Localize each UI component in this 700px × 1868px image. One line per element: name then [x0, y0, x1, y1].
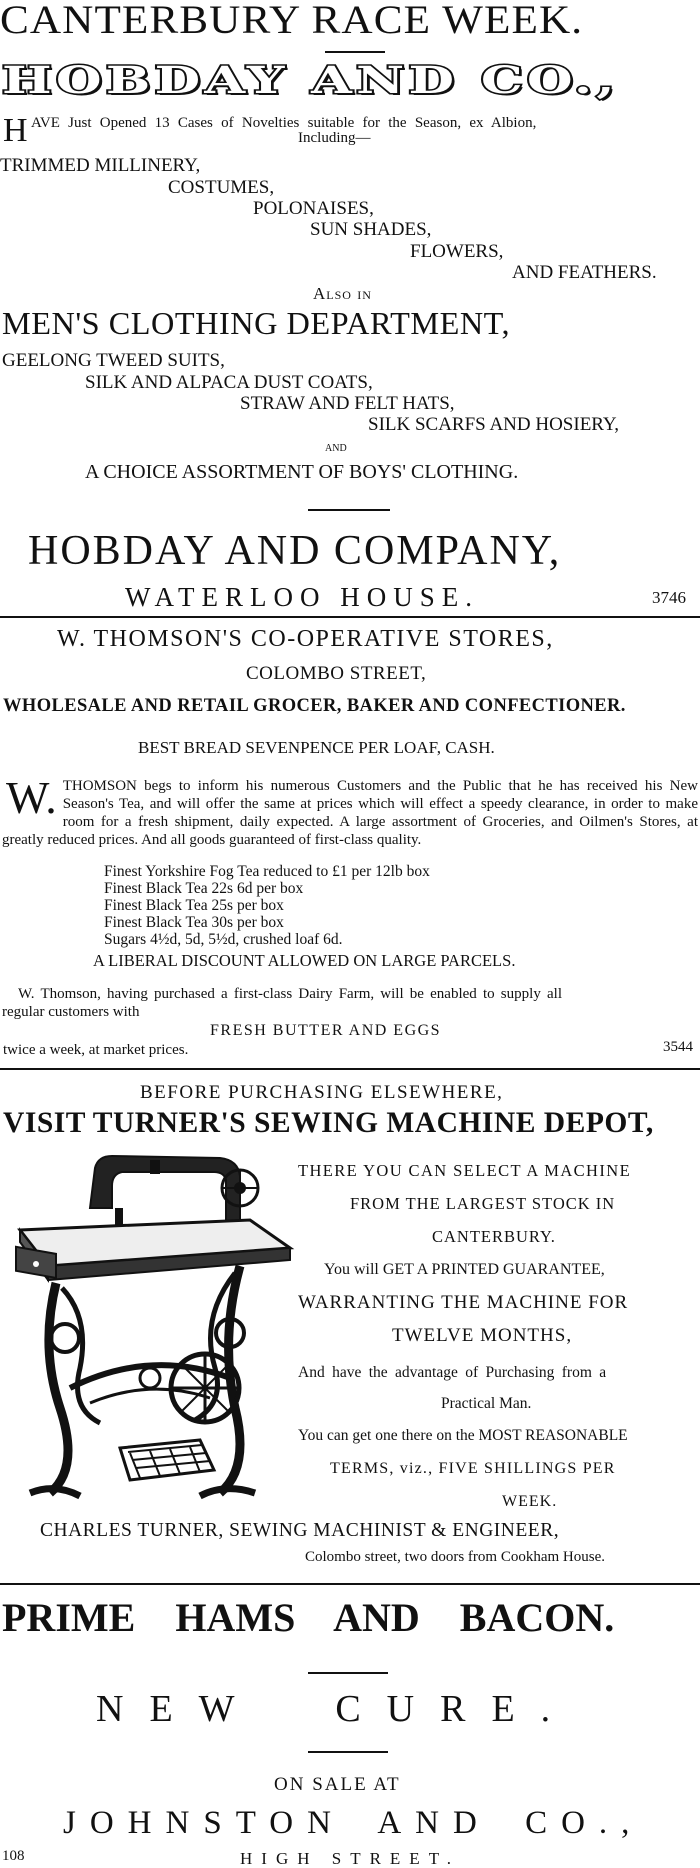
turner-line: FROM THE LARGEST STOCK IN	[350, 1194, 616, 1213]
and-label: and	[325, 440, 347, 455]
turner-line: CANTERBURY.	[432, 1227, 556, 1246]
turner-line: TERMS, viz., FIVE SHILLINGS PER	[330, 1460, 616, 1477]
thomson-drop-cap: W.	[6, 772, 57, 823]
price-item: Finest Black Tea 30s per box	[104, 914, 284, 931]
turner-line: WARRANTING THE MACHINE FOR	[298, 1292, 629, 1313]
mens-clothing-heading: MEN'S CLOTHING DEPARTMENT,	[2, 305, 511, 341]
divider	[325, 51, 385, 53]
waterloo-house: WATERLOO HOUSE.	[125, 582, 479, 612]
turner-address: Colombo street, two doors from Cookham House.	[305, 1549, 605, 1565]
dept-item: SILK SCARFS AND HOSIERY,	[368, 414, 619, 435]
fresh-butter-eggs: FRESH BUTTER AND EGGS	[210, 1022, 442, 1039]
section-divider	[0, 1068, 700, 1070]
goods-item: COSTUMES,	[168, 177, 275, 198]
dept-item: STRAW AND FELT HATS,	[240, 393, 455, 414]
novelties-including: Including—	[298, 130, 371, 146]
novelties-intro: AVE Just Opened 13 Cases of Novelties suitable for the Season, ex Albion,	[31, 115, 537, 131]
price-item: Finest Black Tea 25s per box	[104, 897, 284, 914]
also-in-label: Also in	[313, 284, 372, 303]
turner-signature: CHARLES TURNER, SEWING MACHINIST & ENGINEER,	[40, 1520, 560, 1541]
thomson-body-text: THOMSON begs to inform his numerous Customers and the Public that he has received his New Season's Tea, and will offer the same at prices which will effect a speedy clearance, in order to make room for a fresh shipment, daily expected. A large assortment of Groceries, and Oilmen's Stores, at greatly reduced prices. And all goods guaranteed of first-class quality.	[2, 778, 698, 848]
turner-line: You will GET A PRINTED GUARANTEE,	[324, 1261, 605, 1278]
thomson-body	[2, 772, 698, 849]
hams-bacon-headline: PRIME HAMS AND BACON.	[2, 1595, 615, 1640]
new-cure: NEW CURE.	[96, 1688, 577, 1730]
turner-line: You can get one there on the MOST REASONABLE	[298, 1427, 628, 1444]
dept-item: GEELONG TWEED SUITS,	[2, 350, 225, 371]
dept-item: SILK AND ALPACA DUST COATS,	[85, 372, 373, 393]
section-divider	[0, 1583, 700, 1585]
goods-item: AND FEATHERS.	[512, 262, 657, 283]
section-divider	[0, 616, 700, 618]
goods-item: POLONAISES,	[253, 198, 374, 219]
ad-reference-number: 3544	[663, 1039, 693, 1055]
on-sale-at: ON SALE AT	[274, 1774, 401, 1795]
dairy-paragraph: W. Thomson, having purchased a first-class Dairy Farm, will be enabled to supply all regular customers with	[2, 986, 562, 1020]
turner-line: And have the advantage of Purchasing from a	[298, 1364, 607, 1381]
goods-item: SUN SHADES,	[310, 219, 432, 240]
divider	[308, 1672, 388, 1674]
hobday-firm-heading: HOBDAY AND CO.,	[2, 58, 619, 102]
sewing-machine-illustration	[0, 1148, 300, 1520]
page-number: 108	[2, 1848, 25, 1864]
hobday-company-name: HOBDAY AND COMPANY,	[28, 528, 562, 574]
thomson-street: COLOMBO STREET,	[246, 663, 427, 684]
divider	[308, 1751, 388, 1753]
boys-clothing-line: A CHOICE ASSORTMENT OF BOYS' CLOTHING.	[85, 461, 519, 483]
goods-item: FLOWERS,	[410, 241, 504, 262]
ad-reference-number: 3746	[652, 588, 686, 607]
thomson-title: W. THOMSON'S CO-OPERATIVE STORES,	[57, 626, 554, 652]
race-week-heading: CANTERBURY RACE WEEK.	[0, 0, 584, 42]
johnston-firm: JOHNSTON AND CO.,	[63, 1805, 644, 1841]
twice-weekly-line: twice a week, at market prices.	[3, 1042, 189, 1058]
bread-price: BEST BREAD SEVENPENCE PER LOAF, CASH.	[138, 738, 495, 757]
turner-headline: VISIT TURNER'S SEWING MACHINE DEPOT,	[3, 1106, 654, 1139]
novelties-drop-cap: H	[3, 112, 28, 149]
divider	[308, 509, 390, 511]
turner-line: WEEK.	[502, 1493, 558, 1510]
goods-item: TRIMMED MILLINERY,	[0, 155, 201, 176]
price-item: Sugars 4½d, 5d, 5½d, crushed loaf 6d.	[104, 931, 343, 948]
turner-line: THERE YOU CAN SELECT A MACHINE	[298, 1161, 632, 1180]
before-purchasing: BEFORE PURCHASING ELSEWHERE,	[140, 1082, 504, 1103]
price-item: Finest Black Tea 22s 6d per box	[104, 880, 304, 897]
discount-line: A LIBERAL DISCOUNT ALLOWED ON LARGE PARCELS.	[93, 951, 516, 970]
thomson-trade: WHOLESALE AND RETAIL GROCER, BAKER AND CONFECTIONER.	[3, 696, 626, 716]
price-item: Finest Yorkshire Fog Tea reduced to £1 per 12lb box	[104, 863, 430, 880]
turner-line: TWELVE MONTHS,	[392, 1325, 573, 1346]
turner-line: Practical Man.	[441, 1395, 532, 1412]
high-street: HIGH STREET.	[240, 1849, 461, 1868]
